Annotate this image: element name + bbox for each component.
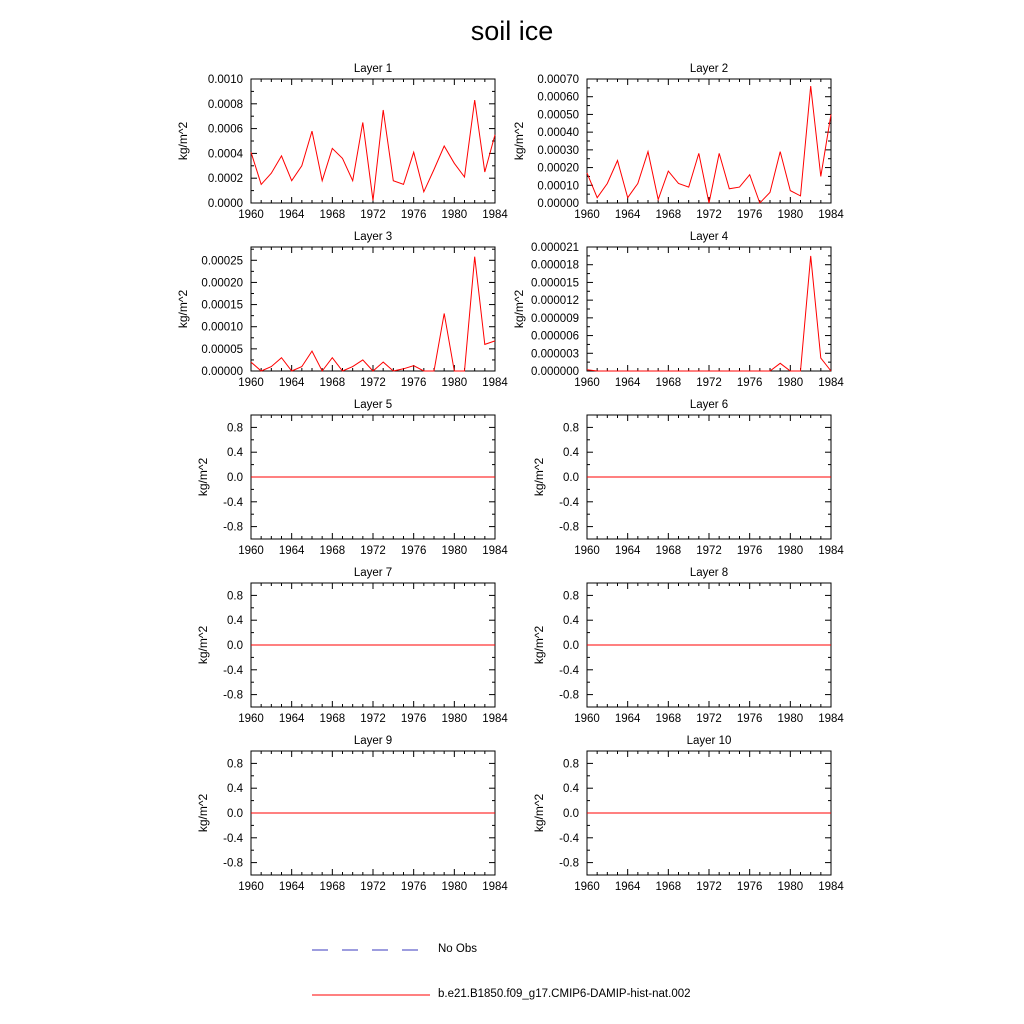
x-tick-label: 1984 [818, 209, 844, 221]
x-tick-label: 1984 [482, 713, 508, 725]
y-tick-label: 0.8 [563, 422, 579, 435]
legend-model-label: b.e21.B1850.f09_g17.CMIP6-DAMIP-hist-nat.002 [438, 988, 691, 1000]
y-tick-label: 0.0002 [207, 173, 243, 186]
x-tick-label: 1960 [574, 545, 600, 557]
x-tick-label: 1960 [238, 377, 264, 389]
y-tick-label: 0.00010 [537, 180, 579, 193]
y-tick-label: 0.0 [563, 472, 579, 484]
x-tick-label: 1984 [818, 713, 844, 725]
panel-title: Layer 3 [353, 231, 393, 243]
y-tick-label: 0.8 [563, 590, 579, 603]
x-tick-label: 1968 [655, 713, 682, 725]
y-tick-label: 0.000006 [531, 330, 579, 343]
x-tick-label: 1968 [319, 209, 346, 221]
y-tick-label: -0.4 [223, 832, 243, 845]
x-tick-label: 1972 [696, 209, 722, 221]
panel-title: Layer 9 [353, 735, 393, 747]
y-tick-label: -0.8 [559, 857, 579, 870]
x-tick-label: 1980 [777, 713, 804, 725]
x-tick-label: 1972 [696, 713, 722, 725]
x-tick-label: 1960 [238, 545, 264, 557]
y-tick-label: -0.8 [223, 521, 243, 534]
x-tick-label: 1976 [736, 881, 763, 893]
x-tick-label: 1964 [278, 545, 305, 557]
y-tick-label: 0.4 [563, 783, 579, 796]
y-tick-label: 0.000003 [531, 348, 579, 361]
x-tick-label: 1968 [655, 209, 682, 221]
x-tick-label: 1984 [818, 545, 844, 557]
y-axis-label: kg/m^2 [532, 793, 546, 833]
y-axis-label: kg/m^2 [176, 121, 190, 161]
y-tick-label: 0.8 [563, 758, 579, 771]
panel-title: Layer 6 [689, 399, 729, 411]
y-tick-label: 0.0 [227, 472, 243, 484]
x-tick-label: 1984 [482, 881, 508, 893]
y-tick-label: 0.0010 [207, 74, 243, 86]
y-tick-label: 0.0 [563, 808, 579, 820]
y-tick-label: 0.000021 [531, 242, 579, 254]
y-tick-label: -0.8 [559, 689, 579, 702]
x-tick-label: 1980 [441, 713, 468, 725]
x-tick-label: 1984 [482, 377, 508, 389]
panel-title: Layer 10 [686, 735, 732, 747]
x-tick-label: 1976 [736, 713, 763, 725]
y-axis-label: kg/m^2 [512, 121, 526, 161]
x-tick-label: 1976 [400, 545, 427, 557]
panel-frame [251, 79, 495, 203]
x-tick-label: 1980 [441, 377, 468, 389]
x-tick-label: 1984 [818, 377, 844, 389]
panel-title: Layer 1 [353, 63, 393, 75]
y-tick-label: 0.000012 [531, 295, 579, 308]
y-tick-label: 0.0 [227, 640, 243, 652]
x-tick-label: 1968 [319, 545, 346, 557]
y-tick-label: -0.4 [559, 496, 579, 509]
panel-2 [512, 63, 844, 221]
x-tick-label: 1968 [655, 881, 682, 893]
x-tick-label: 1960 [238, 713, 264, 725]
y-tick-label: 0.00020 [201, 277, 243, 290]
x-tick-label: 1972 [360, 377, 386, 389]
y-tick-label: 0.0004 [207, 148, 243, 161]
y-tick-label: 0.4 [227, 615, 243, 628]
x-tick-label: 1964 [614, 377, 641, 389]
x-tick-label: 1964 [278, 377, 305, 389]
y-tick-label: -0.8 [223, 857, 243, 870]
y-tick-label: 0.00025 [201, 255, 243, 268]
y-axis-label: kg/m^2 [512, 289, 526, 329]
x-tick-label: 1980 [777, 209, 804, 221]
panel-frame [251, 247, 495, 371]
panel-7 [196, 567, 508, 725]
y-tick-label: -0.8 [223, 689, 243, 702]
panel-title: Layer 7 [353, 567, 393, 579]
x-tick-label: 1984 [482, 209, 508, 221]
y-tick-label: 0.000000 [531, 366, 579, 378]
y-tick-label: 0.8 [227, 758, 243, 771]
x-tick-label: 1972 [360, 713, 386, 725]
series-line [587, 256, 831, 371]
y-tick-label: 0.00015 [201, 299, 243, 312]
x-tick-label: 1964 [614, 545, 641, 557]
x-tick-label: 1972 [696, 377, 722, 389]
x-tick-label: 1964 [278, 209, 305, 221]
y-axis-label: kg/m^2 [196, 457, 210, 497]
panel-title: Layer 8 [689, 567, 729, 579]
x-tick-label: 1968 [319, 377, 346, 389]
x-tick-label: 1976 [400, 377, 427, 389]
panel-title: Layer 2 [689, 63, 729, 75]
x-tick-label: 1976 [400, 209, 427, 221]
y-tick-label: 0.0 [227, 808, 243, 820]
x-tick-label: 1976 [736, 377, 763, 389]
x-tick-label: 1960 [574, 209, 600, 221]
y-tick-label: 0.000009 [531, 312, 579, 325]
y-tick-label: 0.000015 [531, 277, 579, 290]
y-tick-label: -0.4 [223, 664, 243, 677]
x-tick-label: 1964 [614, 209, 641, 221]
x-tick-label: 1964 [278, 881, 305, 893]
x-tick-label: 1968 [655, 377, 682, 389]
y-tick-label: -0.4 [559, 832, 579, 845]
y-tick-label: 0.00010 [201, 321, 243, 334]
x-tick-label: 1980 [441, 881, 468, 893]
x-tick-label: 1968 [655, 545, 682, 557]
panel-8 [532, 567, 844, 725]
panel-3 [176, 231, 508, 389]
panel-6 [532, 399, 844, 557]
x-tick-label: 1968 [319, 713, 346, 725]
y-tick-label: 0.00030 [537, 144, 579, 157]
y-tick-label: 0.8 [227, 590, 243, 603]
y-tick-label: 0.00005 [201, 343, 243, 356]
y-axis-label: kg/m^2 [196, 625, 210, 665]
x-tick-label: 1972 [360, 545, 386, 557]
y-axis-label: kg/m^2 [532, 625, 546, 665]
y-tick-label: 0.00000 [201, 366, 243, 378]
y-tick-label: 0.00070 [537, 74, 579, 86]
y-tick-label: 0.00060 [537, 91, 579, 104]
y-tick-label: 0.8 [227, 422, 243, 435]
x-tick-label: 1980 [777, 545, 804, 557]
x-tick-label: 1976 [400, 713, 427, 725]
y-axis-label: kg/m^2 [196, 793, 210, 833]
x-tick-label: 1980 [441, 545, 468, 557]
x-tick-label: 1960 [238, 209, 264, 221]
y-tick-label: 0.0008 [207, 98, 243, 111]
x-tick-label: 1976 [400, 881, 427, 893]
panel-10 [532, 735, 844, 893]
x-tick-label: 1976 [736, 545, 763, 557]
y-tick-label: 0.4 [563, 615, 579, 628]
x-tick-label: 1968 [319, 881, 346, 893]
x-tick-label: 1960 [238, 881, 264, 893]
x-tick-label: 1984 [482, 545, 508, 557]
panel-1 [176, 63, 508, 221]
y-tick-label: 0.00020 [537, 162, 579, 175]
x-tick-label: 1972 [360, 881, 386, 893]
y-tick-label: 0.00040 [537, 127, 579, 140]
y-tick-label: 0.4 [227, 447, 243, 460]
x-tick-label: 1964 [614, 881, 641, 893]
y-tick-label: 0.0006 [207, 123, 243, 136]
x-tick-label: 1964 [614, 713, 641, 725]
y-axis-label: kg/m^2 [532, 457, 546, 497]
y-tick-label: -0.4 [559, 664, 579, 677]
series-line [251, 100, 495, 200]
panel-frame [587, 247, 831, 371]
y-tick-label: 0.00050 [537, 109, 579, 122]
x-tick-label: 1980 [777, 881, 804, 893]
figure-title: soil ice [470, 16, 554, 46]
y-tick-label: 0.000018 [531, 259, 579, 272]
x-tick-label: 1960 [574, 881, 600, 893]
x-tick-label: 1980 [441, 209, 468, 221]
y-tick-label: 0.0 [563, 640, 579, 652]
x-tick-label: 1980 [777, 377, 804, 389]
y-tick-label: -0.8 [559, 521, 579, 534]
y-tick-label: -0.4 [223, 496, 243, 509]
x-tick-label: 1960 [574, 377, 600, 389]
x-tick-label: 1972 [360, 209, 386, 221]
panel-9 [196, 735, 508, 893]
x-tick-label: 1972 [696, 881, 722, 893]
y-tick-label: 0.4 [563, 447, 579, 460]
x-tick-label: 1976 [736, 209, 763, 221]
y-tick-label: 0.00000 [537, 198, 579, 210]
legend-no-obs-label: No Obs [438, 943, 477, 955]
series-line [251, 257, 495, 371]
panel-4 [512, 231, 844, 389]
x-tick-label: 1972 [696, 545, 722, 557]
panel-title: Layer 4 [689, 231, 729, 243]
y-tick-label: 0.0000 [207, 198, 243, 210]
x-tick-label: 1984 [818, 881, 844, 893]
x-tick-label: 1960 [574, 713, 600, 725]
x-tick-label: 1964 [278, 713, 305, 725]
panel-5 [196, 399, 508, 557]
y-tick-label: 0.4 [227, 783, 243, 796]
y-axis-label: kg/m^2 [176, 289, 190, 329]
series-line [587, 86, 831, 203]
panel-title: Layer 5 [353, 399, 393, 411]
